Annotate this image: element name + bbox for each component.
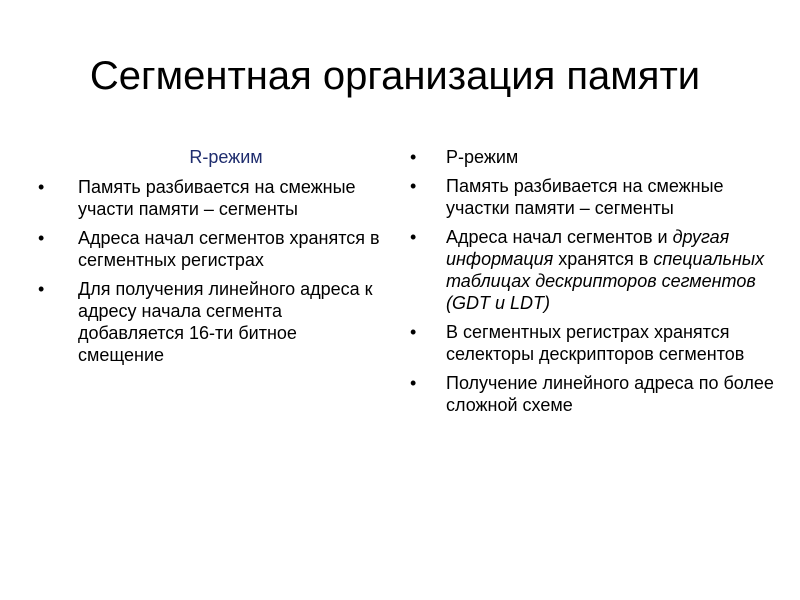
- list-item-text: [446, 227, 764, 313]
- text-segment: хранятся в: [553, 249, 654, 269]
- list-item: [36, 227, 386, 271]
- list-item-text: В сегментных регистрах хранятся селекторы дескрипторов сегментов: [446, 322, 745, 364]
- left-column-heading: R-режим: [189, 147, 263, 167]
- italic-text-segment: другая информация: [446, 227, 730, 269]
- bullet-icon: •: [410, 147, 417, 167]
- bullet-icon: •: [38, 177, 45, 197]
- list-item: [404, 146, 774, 168]
- bullet-icon: •: [410, 227, 417, 247]
- left-column-list: [36, 176, 386, 373]
- slide-title: Сегментная организация памяти: [89, 54, 701, 98]
- list-item: [36, 176, 386, 220]
- bullet-icon: •: [38, 228, 45, 248]
- list-item: [404, 175, 774, 219]
- list-item: [404, 372, 774, 416]
- italic-text-segment: специальных таблицах дескрипторов сегментов (GDT и LDT): [446, 249, 765, 313]
- list-item-text: Для получения линейного адреса к адресу начала сегмента добавляется 16-ти битное смещение: [78, 279, 373, 365]
- right-column-list: [404, 146, 774, 423]
- bullet-icon: •: [410, 176, 417, 196]
- list-item: [36, 278, 386, 366]
- list-item-text: P-режим: [446, 147, 519, 167]
- bullet-icon: •: [38, 279, 45, 299]
- list-item-text: Адреса начал сегментов хранятся в сегментных регистрах: [78, 228, 380, 270]
- list-item-text: Память разбивается на смежные участи памяти – сегменты: [78, 177, 356, 219]
- list-item: [404, 226, 774, 314]
- list-item-text: Память разбивается на смежные участки памяти – сегменты: [446, 176, 724, 218]
- list-item-text: Получение линейного адреса по более сложной схеме: [446, 373, 774, 415]
- bullet-icon: •: [410, 322, 417, 342]
- bullet-icon: •: [410, 373, 417, 393]
- list-item: [404, 321, 774, 365]
- text-segment: Адреса начал сегментов и: [446, 227, 673, 247]
